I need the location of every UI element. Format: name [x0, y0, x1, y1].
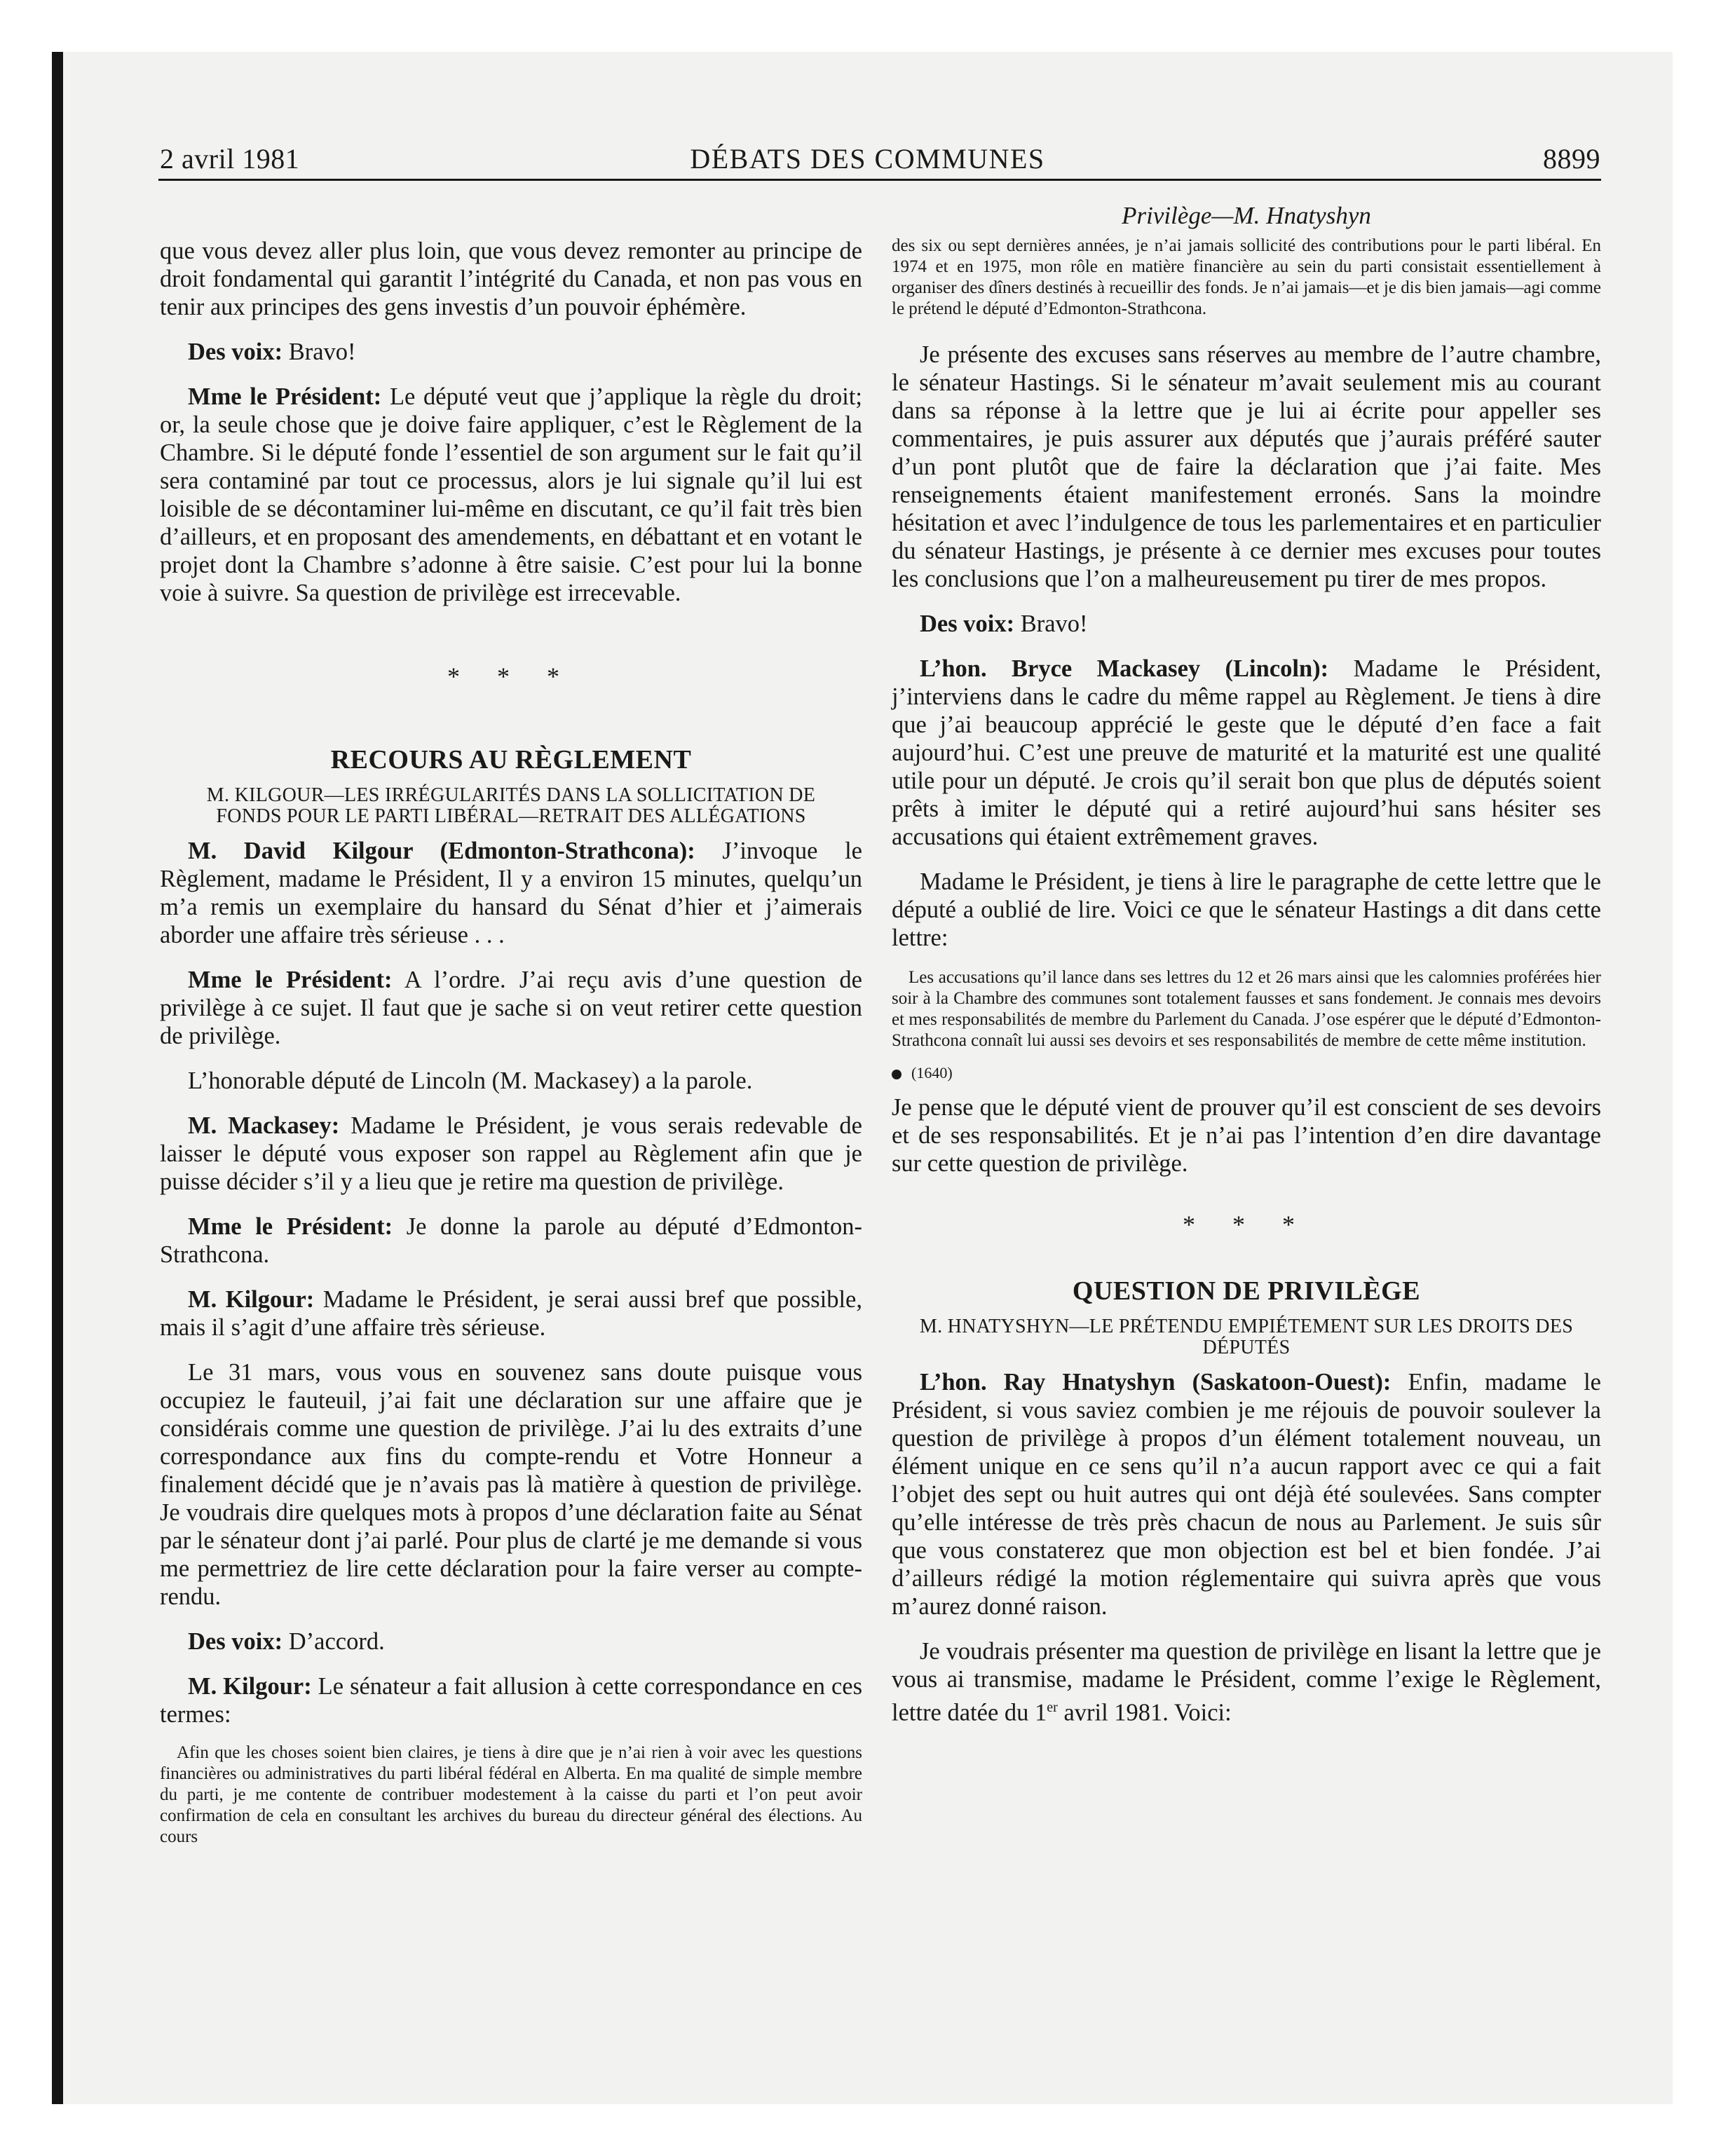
- bullet-icon: [892, 1070, 901, 1079]
- speech: Madame le Président, je serai aussi bref que possible, mais il s’agit d’une affaire très sérieuse.: [160, 1286, 862, 1341]
- speaker: Des voix:: [188, 1628, 283, 1655]
- time-marker: [892, 1064, 1601, 1082]
- speech: A l’ordre. J’ai reçu avis d’une question de privilège à ce sujet. Il faut que je sache si on veut retirer cette question de privilège.: [160, 967, 862, 1049]
- paragraph: [160, 1112, 862, 1196]
- paragraph: [160, 966, 862, 1050]
- block-quote: Les accusations qu’il lance dans ses lettres du 12 et 26 mars ainsi que les calomnies proférées hier soir à la Chambre des communes sont totalement fausses et sans fondement. Je connais mes devoirs et mes responsabilités de membre du Parlement du Canada. J’ose espérer que le député d’Edmonton-Strathcona connaît lui aussi ses devoirs et ses responsabilités de membre de cette même institution.: [892, 968, 1601, 1050]
- superscript: er: [1047, 1700, 1058, 1715]
- paragraph: Madame le Président, je tiens à lire le paragraphe de cette lettre que le député a oublié de lire. Voici ce que le sénateur Hastings a dit dans cette lettre:: [892, 868, 1601, 951]
- page-title: DÉBATS DES COMMUNES: [690, 143, 1045, 175]
- speaker: Des voix:: [188, 339, 283, 365]
- paragraph: [892, 610, 1601, 638]
- speaker: M. Kilgour:: [188, 1286, 315, 1313]
- speaker: Mme le Président:: [188, 1213, 393, 1240]
- speech: Madame le Président, je vous serais redevable de laisser le député vous exposer son rappel au Règlement afin que je puisse décider s’il y a lieu que je retire ma question de privilège.: [160, 1112, 862, 1195]
- paragraph: [892, 1368, 1601, 1621]
- section-subheading: M. HNATYSHYN—LE PRÉTENDU EMPIÉTEMENT SUR LES DROITS DES DÉPUTÉS: [919, 1316, 1574, 1358]
- running-head: Privilège—M. Hnatyshyn: [1122, 202, 1371, 229]
- paragraph: [160, 383, 862, 607]
- speaker: M. David Kilgour (Edmonton-Strathcona):: [188, 838, 695, 864]
- section-subheading: M. KILGOUR—LES IRRÉGULARITÉS DANS LA SOLLICITATION DE FONDS POUR LE PARTI LIBÉRAL—RETRAIT DES ALLÉGATIONS: [206, 784, 816, 827]
- header-rule: [158, 179, 1601, 181]
- paragraph: [892, 655, 1601, 851]
- speaker: Mme le Président:: [188, 967, 393, 993]
- speech: D’accord.: [283, 1628, 385, 1655]
- page-date: 2 avril 1981: [160, 143, 300, 175]
- paragraph: [160, 1628, 862, 1656]
- speaker: M. Kilgour:: [188, 1673, 312, 1700]
- speech: Enfin, madame le Président, si vous saviez combien je me réjouis de pouvoir soulever la question de privilège à propos d’un élément totalement nouveau, un élément unique en ce sens qu’il n’a aucun rapport avec ce qui a fait l’objet des sept ou huit autres qui ont déjà été soulevées. Sans compter qu’elle intéresse de très près chacun de nous au Parlement. Je suis sûr que vous constaterez que mon objection est bel et bien fondée. J’ai d’ailleurs rédigé la motion réglementaire qui suivra après que vous m’aurez donné raison.: [892, 1369, 1601, 1620]
- block-quote: des six ou sept dernières années, je n’ai jamais sollicité des contributions pour le parti libéral. En 1974 et en 1975, mon rôle en matière financière au sein du parti consistait essentiellement à organiser des dîners destinés à recueillir des fonds. Je n’ai jamais—et je dis bien jamais—agi comme le prétend le député d’Edmonton-Strathcona.: [892, 236, 1601, 318]
- section-separator: * * *: [1183, 1210, 1310, 1239]
- speech: Je voudrais présenter ma question de privilège en lisant la lettre que je vous ai transmise, madame le Président, comme l’exige le Règlement, lettre datée du 1: [892, 1638, 1601, 1726]
- paragraph: que vous devez aller plus loin, que vous devez remonter au principe de droit fondamental qui garantit l’intégrité du Canada, et non pas vous en tenir aux principes des gens investis d’un pouvoir éphémère.: [160, 238, 862, 320]
- speech: J’invoque le Règlement, madame le Président, Il y a environ 15 minutes, quelqu’un m’a remis un exemplaire du hansard du Sénat d’hier et j’aimerais aborder une affaire très sérieuse . . .: [160, 838, 862, 948]
- scan-border: [52, 52, 63, 2104]
- right-column: [892, 188, 1601, 1727]
- speech: Je donne la parole au député d’Edmonton-Strathcona.: [160, 1213, 862, 1268]
- speech: Le député veut que j’applique la règle du droit; or, la seule chose que je doive faire appliquer, c’est le Règlement de la Chambre. Si le député fonde l’essentiel de son argument sur le fait qu’il sera contaminé par tout ce processus, alors je lui signale qu’il lui est loisible de se décontaminer lui-même en discutant, ce qu’il fait très bien d’ailleurs, et en proposant des amendements, en débattant et en votant le projet dont la Chambre s’adonne à être saisie. C’est pour lui la bonne voie à suivre. Sa question de privilège est irrecevable.: [160, 383, 862, 606]
- paragraph: Je pense que le député vient de prouver qu’il est conscient de ses devoirs et de ses responsabilités. Et je n’ai pas l’intention d’en dire davantage sur cette question de privilège.: [892, 1094, 1601, 1177]
- paragraph: [160, 1285, 862, 1342]
- speaker: Des voix:: [920, 610, 1015, 637]
- paragraph: Je présente des excuses sans réserves au membre de l’autre chambre, le sénateur Hastings. Si le sénateur m’avait seulement mis au courant dans sa réponse à la lettre que je lui ai écrite pour appeller ses commentaires, je puis assurer aux députés que j’aurais préféré sauter d’un pont plutôt que de faire la déclaration que j’ai faite. Mes renseignements étaient manifestement erronés. Sans la moindre hésitation et avec l’indulgence de tous les parlementaires et en particulier du sénateur Hastings, je présente à ce dernier mes excuses pour toutes les conclusions que l’on a malheureusement pu tirer de mes propos.: [892, 341, 1601, 592]
- speech: avril 1981. Voici:: [1057, 1699, 1232, 1726]
- speech: Le sénateur a fait allusion à cette correspondance en ces termes:: [160, 1673, 863, 1728]
- speaker: L’hon. Ray Hnatyshyn (Saskatoon-Ouest):: [920, 1369, 1392, 1396]
- speech: Bravo!: [1014, 610, 1088, 637]
- paragraph: [160, 1672, 862, 1728]
- page-number: 8899: [1543, 143, 1600, 175]
- paragraph: [892, 1637, 1601, 1727]
- block-quote: Afin que les choses soient bien claires, je tiens à dire que je n’ai rien à voir avec les questions financières ou administratives du parti libéral fédéral en Alberta. En ma qualité de simple membre du parti, je me contente de contribuer modestement à la caisse du parti et l’on peut avoir confirmation de cela en consultant les archives du bureau du directeur général des élections. Au cours: [160, 1743, 862, 1846]
- time-marker-text: (1640): [911, 1064, 953, 1082]
- left-column: [160, 188, 862, 1848]
- speech: Bravo!: [283, 339, 356, 365]
- paragraph: [160, 1213, 862, 1269]
- section-heading: RECOURS AU RÈGLEMENT: [330, 745, 692, 775]
- speech: Madame le Président, j’interviens dans le cadre du même rappel au Règlement. Je tiens à dire que j’ai beaucoup apprécié le geste que le député d’en face a fait aujourd’hui. C’est une preuve de maturité et la maturité est une qualité utile pour un député. Je crois qu’il serait bon que plus de députés soient prêts à imiter le député qui a retiré aujourd’hui sans hésiter ses accusations qui étaient extrêmement graves.: [892, 655, 1602, 850]
- paragraph: L’honorable député de Lincoln (M. Mackasey) a la parole.: [188, 1067, 753, 1094]
- speaker: Mme le Président:: [188, 383, 382, 410]
- speaker: L’hon. Bryce Mackasey (Lincoln):: [920, 655, 1329, 682]
- paragraph: [160, 338, 862, 366]
- speaker: M. Mackasey:: [188, 1112, 340, 1139]
- paragraph: [160, 837, 862, 949]
- paragraph: Le 31 mars, vous vous en souvenez sans doute puisque vous occupiez le fauteuil, j’ai fait une déclaration sur une affaire que je considérais comme une question de privilège. J’ai lu des extraits d’une correspondance aux fins du compte-rendu et Votre Honneur a finalement décidé que je n’avais pas là matière à question de privilège. Je voudrais dire quelques mots à propos d’une déclaration faite au Sénat par le sénateur dont j’ai parlé. Pour plus de clarté je me demande si vous me permettriez de lire cette déclaration pour la faire verser au compte-rendu.: [160, 1359, 862, 1610]
- section-heading: QUESTION DE PRIVILÈGE: [1072, 1276, 1421, 1306]
- section-separator: * * *: [447, 662, 575, 690]
